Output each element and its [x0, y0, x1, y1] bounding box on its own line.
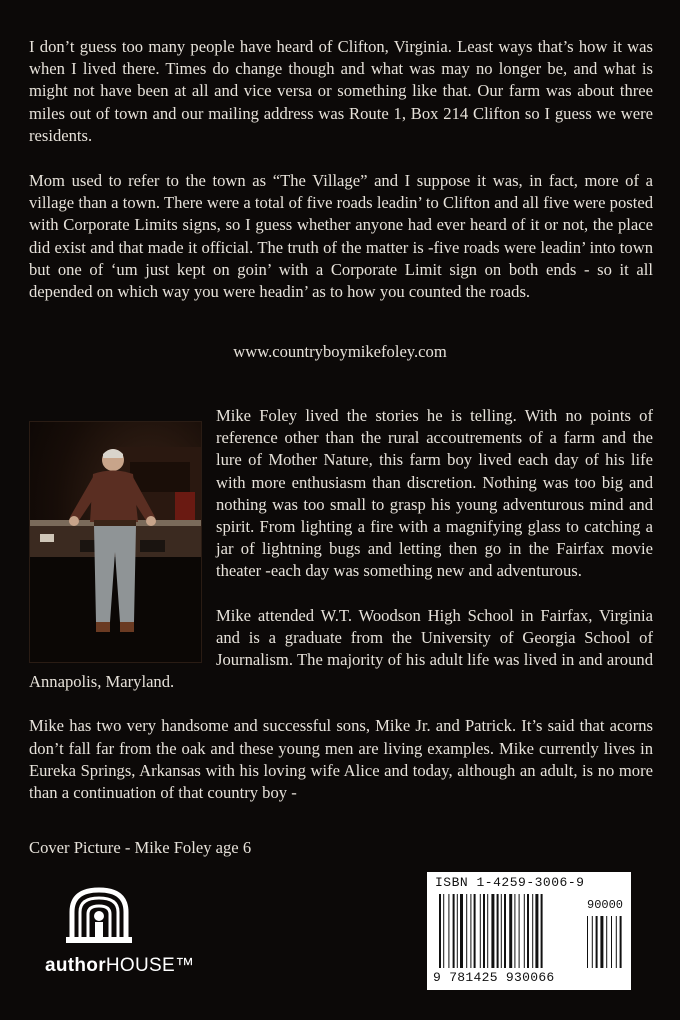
bio-paragraph-3: Mike has two very handsome and successful sons, Mike Jr. and Patrick. It’s said that acorns don’t fall far from the oak and these young men are living examples. Mike currently lives in Eureka Springs, Arkansas with his loving wife Alice and today, although an adult, is no more than a continuation of that country boy - [29, 716, 653, 803]
publisher-name [45, 955, 194, 977]
price-code: 90000 [587, 898, 624, 912]
author-photo [29, 421, 202, 663]
intro-paragraph-2: Mom used to refer to the town as “The Village” and I suppose it was, in fact, more of a village than a town. There were a total of five roads leadin’ to Clifton and all five were posted with Corporate Limits signs, so I guess whether anyone had ever heard of it or not, the place did exist and that made it official. The truth of the matter is -five roads were leadin’ into town but one of ‘um just kept on goin’ with a Corporate Limit sign on both ends - so it all depended on which way you were headin’ as to how you counted the roads. [29, 171, 653, 302]
ean-digits: 9 781425 930066 [433, 970, 555, 985]
website-url[interactable]: www.countryboymikefoley.com [233, 342, 447, 361]
cover-caption: Cover Picture - Mike Foley age 6 [29, 838, 252, 857]
publisher-name-rest: HOUSE™ [105, 955, 195, 976]
intro-paragraph-1: I don’t guess too many people have heard of Clifton, Virginia. Least ways that’s how it was when I lived there. Times do change though and what was may no longer be, and what is might not have been at all and vice versa or something like that. Our farm was about three miles out of town and our mailing address was Route 1, Box 214 Clifton so I guess we were residents. [29, 37, 653, 145]
isbn-label: ISBN 1-4259-3006-9 [435, 875, 585, 890]
isbn-barcode [427, 872, 631, 990]
author-bio [29, 405, 653, 804]
bio-paragraph-2: Mike attended W.T. Woodson High School in Fairfax, Virginia and is a graduate from the University of Georgia School of Journalism. The majority of his adult life was lived in and around Annapolis, Maryland. [29, 605, 653, 692]
bio-paragraph-1: Mike Foley lived the stories he is telling. With no points of reference other than the rural accoutrements of a farm and the lure of Mother Nature, this farm boy lived each day of his life with more enthusiasm than discretion. Nothing was too big and nothing was too small to grasp his young adventurous mind and spirit. From lighting a fire with a magnifying glass to catching a jar of lightning bugs and letting then go in the Fairfax movie theater -each day was something new and adventurous. [216, 406, 653, 581]
publisher-name-bold: author [45, 955, 106, 976]
